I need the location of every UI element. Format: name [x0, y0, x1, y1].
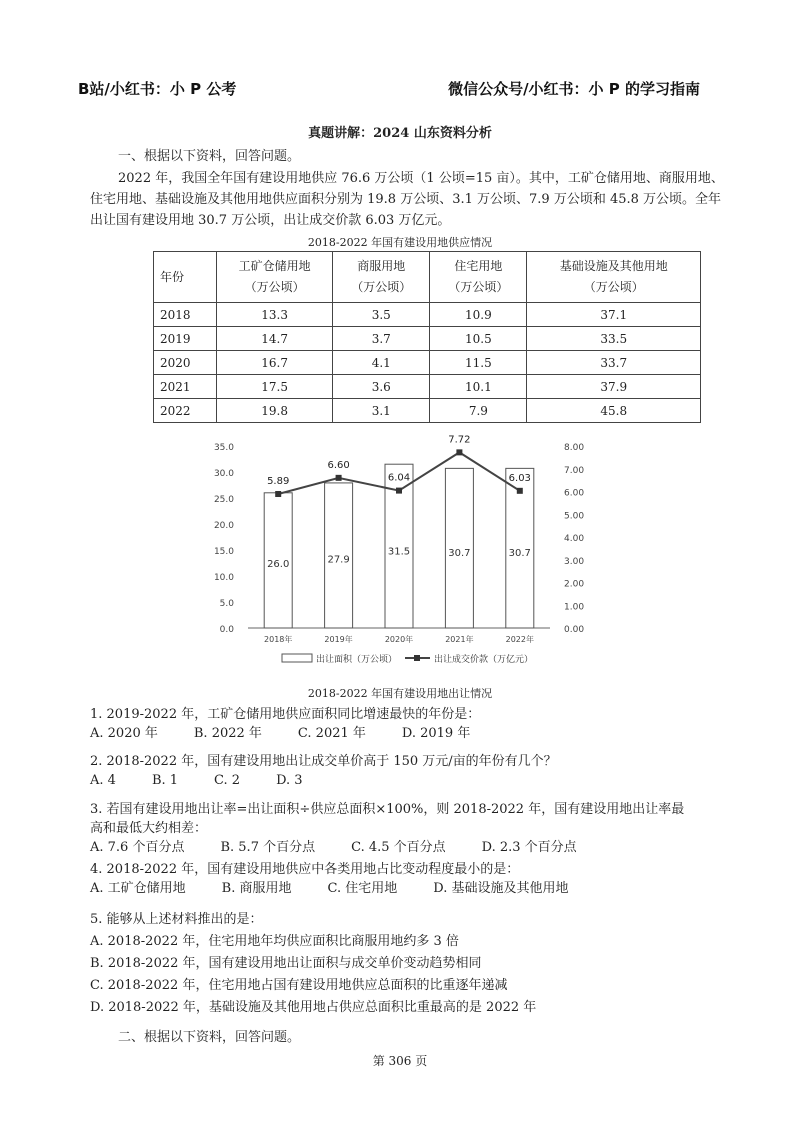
table-header-row [154, 252, 701, 303]
line-value-label: 6.04 [387, 472, 411, 484]
question-3-options [90, 838, 730, 857]
question-option: B. 商服用地 [221, 881, 292, 896]
y-right-tick-label: 2.00 [564, 579, 585, 590]
question-option: D. 3 [276, 773, 303, 788]
section-1-heading: 一、根据以下资料，回答问题。 [118, 149, 301, 164]
y-left-tick-label: 10.0 [213, 573, 234, 583]
line-value-label: 5.89 [267, 476, 290, 488]
header-right: 微信公众号/小红书：小 P 的学习指南 [448, 80, 700, 98]
question-option: A. 4 [90, 773, 116, 788]
question-option: D. 2019 年 [401, 726, 471, 741]
y-left-tick-label: 35.0 [213, 443, 234, 453]
table-row: 2022 19.8 3.1 7.9 45.8 [154, 399, 701, 423]
y-left-tick-label: 0.0 [219, 625, 234, 635]
material-paragraph: 2022 年，我国全年国有建设用地供应 76.6 万公顷（1 公顷=15 亩）。其中，工矿仓储用地、商服用地、住宅用地、基础设施及其他用地供应面积分别为 19.8 万公顷、3.1 万公顷、7.9 万公顷和 45.8 万公顷。全年出让国有建设用地 30.7 万公顷，出让成交价款 6.03 万亿元。 [90, 171, 724, 228]
question-option: C. 2 [214, 773, 241, 788]
question-1-stem: 1. 2019-2022 年，工矿仓储用地供应面积同比增速最快的年份是： [90, 707, 481, 722]
question-option: B. 5.7 个百分点 [220, 840, 316, 855]
y-right-tick-label: 6.00 [564, 488, 585, 499]
question-option: D. 2018-2022 年，基础设施及其他用地占供应总面积比重最高的是 2022 年 [90, 1000, 537, 1015]
question-option: C. 住宅用地 [327, 881, 398, 896]
page-number: 第 306 页 [372, 1054, 428, 1068]
x-tick-label: 2019年 [324, 635, 353, 644]
section-2-heading: 二、根据以下资料，回答问题。 [118, 1030, 301, 1045]
legend-bar-swatch [282, 654, 312, 662]
line-value-label: 6.60 [327, 459, 350, 471]
x-tick-label: 2018年 [264, 635, 293, 644]
question-4-stem: 4. 2018-2022 年，国有建设用地供应中各类用地占比变动程度最小的是： [90, 862, 520, 877]
question-option: A. 2018-2022 年，住宅用地年均供应面积比商服用地约多 3 倍 [90, 934, 459, 949]
question-1-options [90, 724, 730, 743]
question-4-options [90, 879, 730, 898]
line-point [336, 475, 342, 481]
x-tick-label: 2021年 [445, 635, 474, 644]
table-header-industrial: 工矿仓储用地 （万公顷） [217, 252, 333, 303]
land-transfer-chart [0, 430, 800, 688]
table-header-year: 年份 [154, 252, 217, 303]
y-left-tick-label: 5.0 [219, 599, 234, 609]
y-left-tick-label: 25.0 [213, 495, 234, 505]
table-row: 2019 14.7 3.7 10.5 33.5 [154, 327, 701, 351]
line-point [456, 449, 462, 455]
question-3-stem: 高和最低大约相差： [90, 821, 208, 836]
question-option: B. 2018-2022 年，国有建设用地出让面积与成交单价变动趋势相同 [90, 956, 482, 971]
line-value-label: 7.72 [448, 434, 471, 446]
question-option: A. 7.6 个百分点 [90, 840, 185, 855]
bar-value-label: 27.9 [327, 554, 350, 566]
table-header-infrastructure: 基础设施及其他用地 （万公顷） [527, 252, 701, 303]
question-option: A. 2020 年 [90, 726, 158, 741]
question-5-options [90, 998, 730, 1017]
y-right-tick-label: 8.00 [564, 443, 585, 453]
x-tick-label: 2020年 [384, 635, 414, 644]
y-right-tick-label: 0.00 [564, 625, 585, 635]
question-option: A. 工矿仓储用地 [90, 881, 186, 896]
y-right-tick-label: 7.00 [564, 465, 585, 476]
question-2-options [90, 771, 730, 790]
line-point [396, 488, 402, 494]
question-option: D. 2.3 个百分点 [481, 840, 577, 855]
y-left-tick-label: 30.0 [213, 469, 234, 479]
y-right-tick-label: 1.00 [564, 602, 585, 613]
question-option: B. 2022 年 [193, 726, 262, 741]
y-left-tick-label: 15.0 [213, 547, 234, 557]
question-5-options [90, 932, 730, 951]
line-point [275, 491, 281, 497]
question-option: D. 基础设施及其他用地 [433, 881, 569, 896]
question-option: B. 1 [151, 773, 179, 788]
legend-bar-label: 出让面积（万公顷） [316, 655, 398, 665]
y-left-tick-label: 20.0 [213, 521, 234, 531]
land-supply-table [153, 251, 701, 423]
page-title: 真题讲解：2024 山东资料分析 [308, 126, 492, 141]
question-option: C. 2021 年 [297, 726, 366, 741]
bar-value-label: 26.0 [267, 559, 290, 571]
question-5-options [90, 954, 730, 973]
legend-line-label: 出让成交价款（万亿元） [434, 655, 534, 665]
bar-value-label: 31.5 [387, 546, 411, 558]
table-row: 2018 13.3 3.5 10.9 37.1 [154, 303, 701, 327]
question-2-stem: 2. 2018-2022 年，国有建设用地出让成交单价高于 150 万元/亩的年份有几个？ [90, 754, 557, 769]
y-right-tick-label: 5.00 [564, 511, 585, 522]
chart-caption: 2018-2022 年国有建设用地出让情况 [307, 687, 493, 700]
question-3-stem: 3. 若国有建设用地出让率=出让面积÷供应总面积×100%，则 2018-2022 年，国有建设用地出让率最 [90, 802, 685, 817]
table-row: 2021 17.5 3.6 10.1 37.9 [154, 375, 701, 399]
bar-value-label: 30.7 [508, 548, 531, 560]
y-right-tick-label: 3.00 [564, 556, 585, 567]
line-value-label: 6.03 [508, 472, 531, 484]
x-tick-label: 2022年 [505, 635, 534, 644]
table-caption: 2018-2022 年国有建设用地供应情况 [307, 236, 493, 249]
question-option: C. 4.5 个百分点 [351, 840, 446, 855]
header-left: B站/小红书：小 P 公考 [78, 80, 237, 98]
question-5-options [90, 976, 730, 995]
line-point [517, 488, 523, 494]
legend-line-marker [414, 655, 420, 661]
table-header-commercial: 商服用地 （万公顷） [333, 252, 430, 303]
question-option: C. 2018-2022 年，住宅用地占国有建设用地供应总面积的比重逐年递减 [90, 978, 508, 993]
y-right-tick-label: 4.00 [564, 534, 585, 544]
table-row: 2020 16.7 4.1 11.5 33.7 [154, 351, 701, 375]
question-5-stem: 5. 能够从上述材料推出的是： [90, 912, 263, 927]
bar-value-label: 30.7 [448, 548, 471, 560]
table-header-residential: 住宅用地 （万公顷） [430, 252, 527, 303]
